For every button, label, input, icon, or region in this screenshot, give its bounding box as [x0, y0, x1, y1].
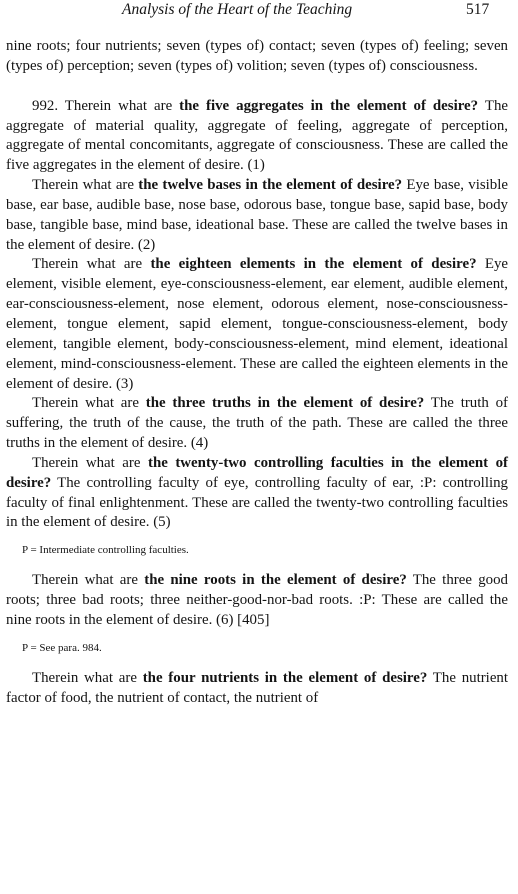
paragraph-question: the five aggregates in the element of desire?: [179, 97, 479, 114]
paragraph-roots: [6, 571, 508, 631]
paragraph-truths: [6, 394, 508, 454]
paragraph-lead: Therein what are: [32, 395, 146, 412]
paragraph-question: the nine roots in the element of desire?: [144, 572, 407, 589]
paragraph-answer: Eye element, visible element, eye-consciousness-element, ear element, audible element, ear-consciousness-element, nose element, odorous element, nose-consciousness-element, tongue element, sapid element, tongue-consciousness-element, body element, tangible element, body-consciousness-element, mind element, ideational element, mind-consciousness-element. These are called the eighteen elements in the element of desire. (3): [6, 256, 509, 392]
running-title: Analysis of the Heart of the Teaching: [122, 1, 353, 18]
page-number: 517: [466, 1, 490, 18]
paragraph-992-aggregates: [6, 97, 508, 176]
paragraph-lead: Therein what are: [32, 669, 143, 686]
paragraph-question: the twelve bases in the element of desire?: [138, 177, 403, 194]
paragraph-question: the eighteen elements in the element of desire?: [150, 256, 477, 273]
paragraph-question: the three truths in the element of desire?: [145, 395, 425, 412]
paragraph-answer: The controlling faculty of eye, controlling faculty of ear, :P: controlling faculty of final enlightenment. These are called the twenty-two controlling faculties in the element of desire. (5): [6, 474, 508, 531]
paragraph-elements: [6, 255, 508, 394]
paragraph-lead: Therein what are: [32, 256, 151, 273]
paragraph-lead: 992. Therein what are: [32, 97, 180, 114]
paragraph-lead: Therein what are: [32, 454, 148, 471]
paragraph-answer: Eye base, visible base, ear base, audible base, nose base, odorous base, tongue base, sapid base, body base, tangible base, mind base, ideational base. These are called the twelve bases in the element of desire. (2): [6, 177, 508, 253]
paragraph-answer: The nutrient factor of food, the nutrient of contact, the nutrient of: [6, 669, 509, 706]
paragraph-lead: Therein what are: [32, 572, 145, 589]
footnote-intermediate-faculties: P = Intermediate controlling faculties.: [22, 544, 189, 557]
paragraph-faculties: [6, 454, 508, 533]
paragraph-text: nine roots; four nutrients; seven (types of) contact; seven (types of) feeling; seven (types of) perception; seven (types of) volition; seven (types of) consciousness.: [6, 38, 508, 74]
page-body: [6, 37, 508, 708]
paragraph-answer: The three good roots; three bad roots; three neither-good-nor-bad roots. :P: These are called the nine roots in the element of desire. (6) [405]: [6, 572, 508, 628]
paragraph-question: the four nutrients in the element of desire?: [142, 669, 428, 686]
paragraph-answer: The aggregate of material quality, aggregate of feeling, aggregate of perception, aggregate of mental concomitants, aggregate of consciousness. These are called the five aggregates in the element of desire. (1): [6, 97, 508, 174]
paragraph-answer: The truth of suffering, the truth of the cause, the truth of the path. These are called the three truths in the element of desire. (4): [6, 395, 508, 452]
continuation-paragraph: [6, 37, 508, 77]
paragraph-question: the twenty-two controlling faculties in the element of desire?: [6, 454, 509, 491]
paragraph-bases: [6, 176, 508, 255]
paragraph-nutrients: [6, 669, 508, 709]
footnote-see-para: P = See para. 984.: [22, 641, 102, 654]
page-header: [0, 0, 518, 24]
paragraph-lead: Therein what are: [32, 177, 139, 194]
